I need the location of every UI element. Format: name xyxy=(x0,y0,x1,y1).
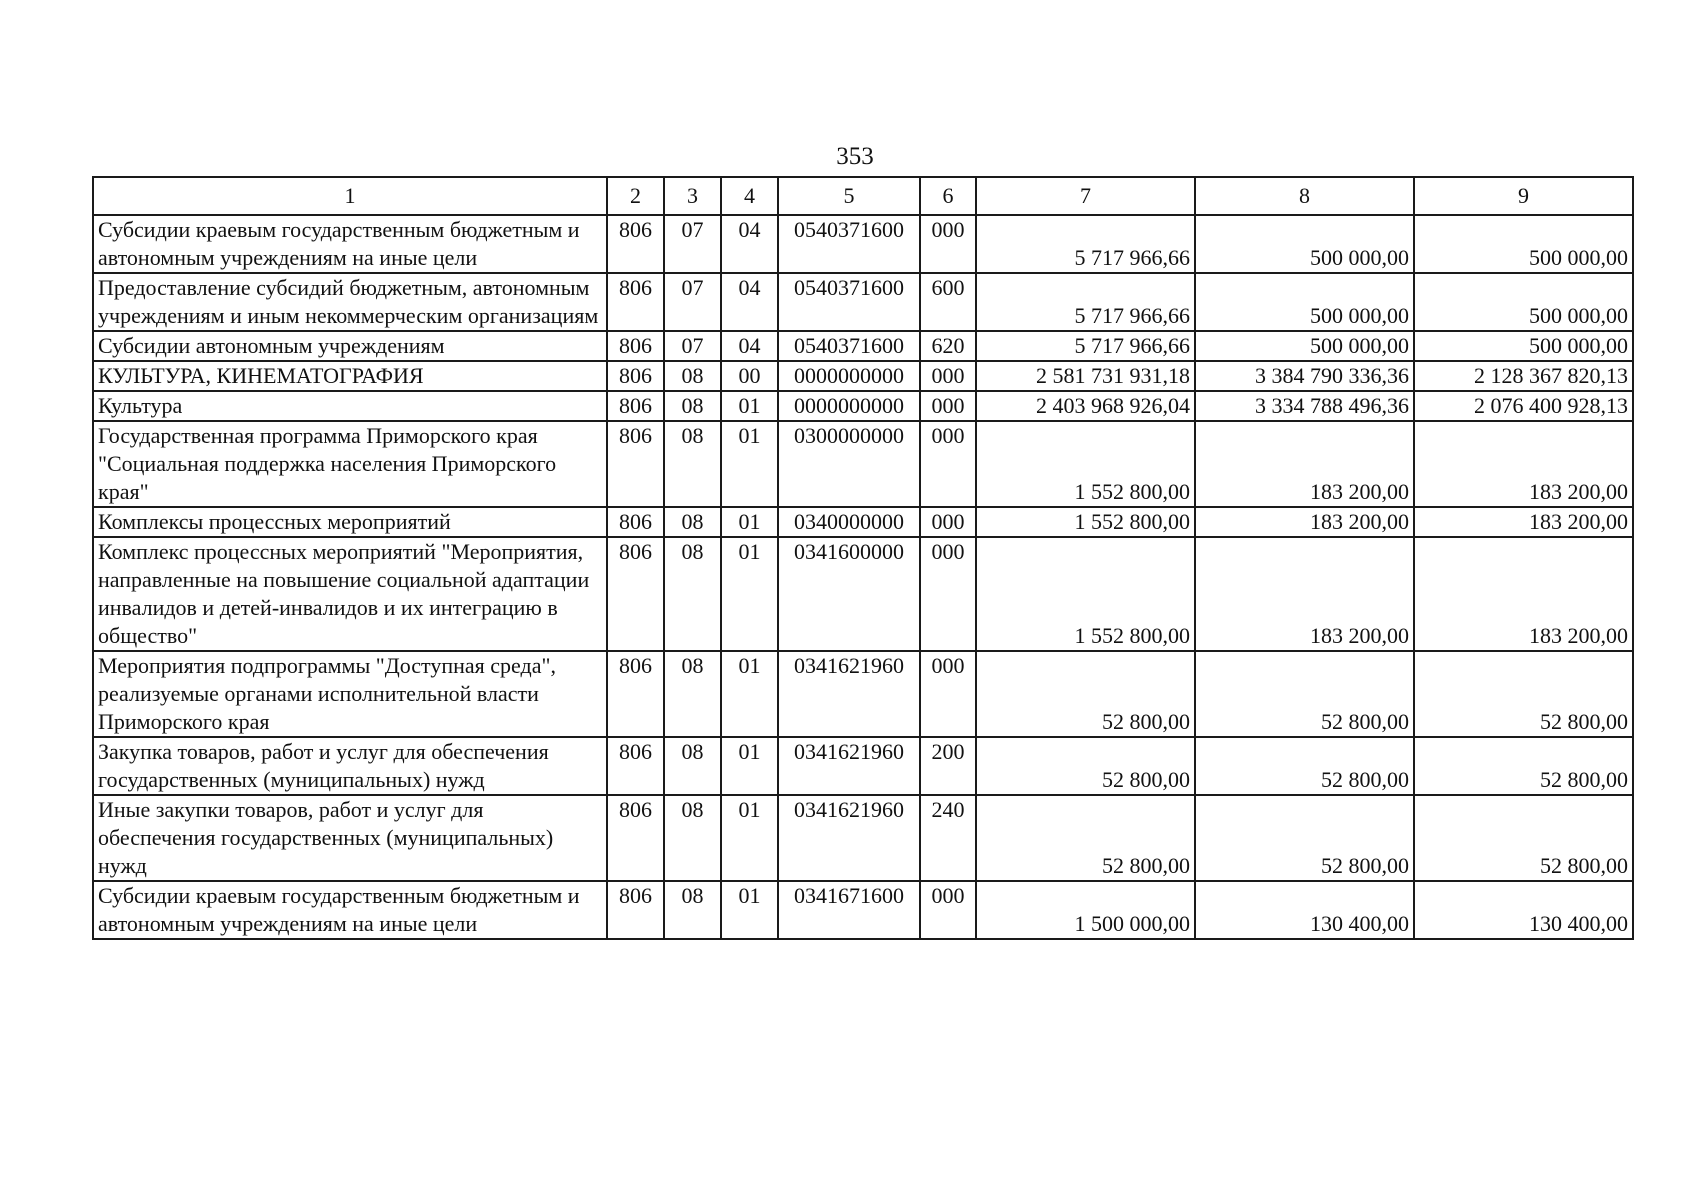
subsection-code-cell: 04 xyxy=(721,331,778,361)
amount-col8-cell: 130 400,00 xyxy=(1195,881,1414,939)
amount-col9-cell: 52 800,00 xyxy=(1414,651,1633,737)
column-header: 1 xyxy=(93,177,607,215)
subsection-code-cell: 01 xyxy=(721,795,778,881)
expense-type-cell: 000 xyxy=(920,507,976,537)
table-row xyxy=(93,507,1633,537)
target-article-cell: 0000000000 xyxy=(778,391,920,421)
amount-col9-cell: 52 800,00 xyxy=(1414,737,1633,795)
target-article-cell: 0540371600 xyxy=(778,215,920,273)
row-name-cell: Закупка товаров, работ и услуг для обеспечения государственных (муниципальных) нужд xyxy=(93,737,607,795)
section-code-cell: 08 xyxy=(664,881,721,939)
subsection-code-cell: 04 xyxy=(721,215,778,273)
amount-col9-cell: 183 200,00 xyxy=(1414,421,1633,507)
amount-col9-cell: 500 000,00 xyxy=(1414,215,1633,273)
row-name-cell: Иные закупки товаров, работ и услуг для обеспечения государственных (муниципальных) нужд xyxy=(93,795,607,881)
amount-col7-cell: 1 552 800,00 xyxy=(976,507,1195,537)
amount-col7-cell: 52 800,00 xyxy=(976,795,1195,881)
table-row xyxy=(93,361,1633,391)
column-header: 4 xyxy=(721,177,778,215)
section-code-cell: 07 xyxy=(664,331,721,361)
target-article-cell: 0341621960 xyxy=(778,795,920,881)
table-row xyxy=(93,391,1633,421)
expense-type-cell: 000 xyxy=(920,215,976,273)
table-row xyxy=(93,795,1633,881)
expense-type-cell: 200 xyxy=(920,737,976,795)
amount-col8-cell: 183 200,00 xyxy=(1195,507,1414,537)
amount-col8-cell: 52 800,00 xyxy=(1195,737,1414,795)
amount-col9-cell: 500 000,00 xyxy=(1414,273,1633,331)
section-code-cell: 08 xyxy=(664,421,721,507)
table-row xyxy=(93,331,1633,361)
row-name-cell: Культура xyxy=(93,391,607,421)
row-name-cell: Субсидии краевым государственным бюджетным и автономным учреждениям на иные цели xyxy=(93,215,607,273)
amount-col7-cell: 1 500 000,00 xyxy=(976,881,1195,939)
amount-col7-cell: 2 581 731 931,18 xyxy=(976,361,1195,391)
subsection-code-cell: 01 xyxy=(721,537,778,651)
amount-col9-cell: 52 800,00 xyxy=(1414,795,1633,881)
admin-code-cell: 806 xyxy=(607,391,664,421)
amount-col8-cell: 52 800,00 xyxy=(1195,795,1414,881)
target-article-cell: 0540371600 xyxy=(778,331,920,361)
admin-code-cell: 806 xyxy=(607,507,664,537)
column-header: 6 xyxy=(920,177,976,215)
target-article-cell: 0540371600 xyxy=(778,273,920,331)
expense-type-cell: 600 xyxy=(920,273,976,331)
amount-col7-cell: 1 552 800,00 xyxy=(976,421,1195,507)
expense-type-cell: 000 xyxy=(920,391,976,421)
amount-col7-cell: 2 403 968 926,04 xyxy=(976,391,1195,421)
subsection-code-cell: 01 xyxy=(721,737,778,795)
expense-type-cell: 000 xyxy=(920,881,976,939)
row-name-cell: Предоставление субсидий бюджетным, автономным учреждениям и иным некоммерческим организациям xyxy=(93,273,607,331)
subsection-code-cell: 04 xyxy=(721,273,778,331)
admin-code-cell: 806 xyxy=(607,795,664,881)
column-header: 9 xyxy=(1414,177,1633,215)
amount-col9-cell: 183 200,00 xyxy=(1414,537,1633,651)
column-header: 8 xyxy=(1195,177,1414,215)
admin-code-cell: 806 xyxy=(607,537,664,651)
table-row xyxy=(93,881,1633,939)
section-code-cell: 08 xyxy=(664,507,721,537)
amount-col8-cell: 183 200,00 xyxy=(1195,421,1414,507)
amount-col7-cell: 52 800,00 xyxy=(976,651,1195,737)
section-code-cell: 07 xyxy=(664,215,721,273)
expense-type-cell: 000 xyxy=(920,651,976,737)
admin-code-cell: 806 xyxy=(607,421,664,507)
admin-code-cell: 806 xyxy=(607,881,664,939)
admin-code-cell: 806 xyxy=(607,331,664,361)
admin-code-cell: 806 xyxy=(607,651,664,737)
expense-type-cell: 000 xyxy=(920,421,976,507)
column-header: 5 xyxy=(778,177,920,215)
row-name-cell: Комплексы процессных мероприятий xyxy=(93,507,607,537)
amount-col8-cell: 183 200,00 xyxy=(1195,537,1414,651)
amount-col9-cell: 500 000,00 xyxy=(1414,331,1633,361)
amount-col7-cell: 1 552 800,00 xyxy=(976,537,1195,651)
section-code-cell: 08 xyxy=(664,737,721,795)
amount-col8-cell: 52 800,00 xyxy=(1195,651,1414,737)
column-header: 7 xyxy=(976,177,1195,215)
amount-col7-cell: 5 717 966,66 xyxy=(976,331,1195,361)
target-article-cell: 0341621960 xyxy=(778,737,920,795)
subsection-code-cell: 00 xyxy=(721,361,778,391)
section-code-cell: 08 xyxy=(664,361,721,391)
section-code-cell: 08 xyxy=(664,537,721,651)
subsection-code-cell: 01 xyxy=(721,421,778,507)
table-row xyxy=(93,537,1633,651)
admin-code-cell: 806 xyxy=(607,215,664,273)
column-header: 2 xyxy=(607,177,664,215)
amount-col8-cell: 500 000,00 xyxy=(1195,273,1414,331)
row-name-cell: Комплекс процессных мероприятий "Мероприятия, направленные на повышение социальной адаптации инвалидов и детей-инвалидов и их интеграцию в общество" xyxy=(93,537,607,651)
target-article-cell: 0300000000 xyxy=(778,421,920,507)
row-name-cell: КУЛЬТУРА, КИНЕМАТОГРАФИЯ xyxy=(93,361,607,391)
amount-col9-cell: 2 076 400 928,13 xyxy=(1414,391,1633,421)
section-code-cell: 08 xyxy=(664,651,721,737)
admin-code-cell: 806 xyxy=(607,273,664,331)
admin-code-cell: 806 xyxy=(607,737,664,795)
table-row xyxy=(93,273,1633,331)
table-row xyxy=(93,421,1633,507)
amount-col7-cell: 52 800,00 xyxy=(976,737,1195,795)
amount-col8-cell: 3 334 788 496,36 xyxy=(1195,391,1414,421)
row-name-cell: Государственная программа Приморского края "Социальная поддержка населения Приморского края" xyxy=(93,421,607,507)
subsection-code-cell: 01 xyxy=(721,651,778,737)
row-name-cell: Субсидии краевым государственным бюджетным и автономным учреждениям на иные цели xyxy=(93,881,607,939)
amount-col9-cell: 183 200,00 xyxy=(1414,507,1633,537)
table-row xyxy=(93,651,1633,737)
section-code-cell: 07 xyxy=(664,273,721,331)
expense-type-cell: 620 xyxy=(920,331,976,361)
amount-col8-cell: 3 384 790 336,36 xyxy=(1195,361,1414,391)
table-header-row xyxy=(93,177,1633,215)
expense-type-cell: 240 xyxy=(920,795,976,881)
subsection-code-cell: 01 xyxy=(721,881,778,939)
target-article-cell: 0000000000 xyxy=(778,361,920,391)
table-row xyxy=(93,737,1633,795)
expense-type-cell: 000 xyxy=(920,537,976,651)
section-code-cell: 08 xyxy=(664,795,721,881)
target-article-cell: 0341671600 xyxy=(778,881,920,939)
page-number: 353 xyxy=(836,143,874,170)
column-header: 3 xyxy=(664,177,721,215)
amount-col7-cell: 5 717 966,66 xyxy=(976,215,1195,273)
amount-col7-cell: 5 717 966,66 xyxy=(976,273,1195,331)
subsection-code-cell: 01 xyxy=(721,507,778,537)
amount-col9-cell: 2 128 367 820,13 xyxy=(1414,361,1633,391)
table-row xyxy=(93,215,1633,273)
target-article-cell: 0341600000 xyxy=(778,537,920,651)
amount-col9-cell: 130 400,00 xyxy=(1414,881,1633,939)
row-name-cell: Субсидии автономным учреждениям xyxy=(93,331,607,361)
amount-col8-cell: 500 000,00 xyxy=(1195,331,1414,361)
target-article-cell: 0340000000 xyxy=(778,507,920,537)
target-article-cell: 0341621960 xyxy=(778,651,920,737)
section-code-cell: 08 xyxy=(664,391,721,421)
expense-type-cell: 000 xyxy=(920,361,976,391)
row-name-cell: Мероприятия подпрограммы "Доступная среда", реализуемые органами исполнительной власти Приморского края xyxy=(93,651,607,737)
amount-col8-cell: 500 000,00 xyxy=(1195,215,1414,273)
subsection-code-cell: 01 xyxy=(721,391,778,421)
admin-code-cell: 806 xyxy=(607,361,664,391)
budget-table xyxy=(92,176,1634,940)
